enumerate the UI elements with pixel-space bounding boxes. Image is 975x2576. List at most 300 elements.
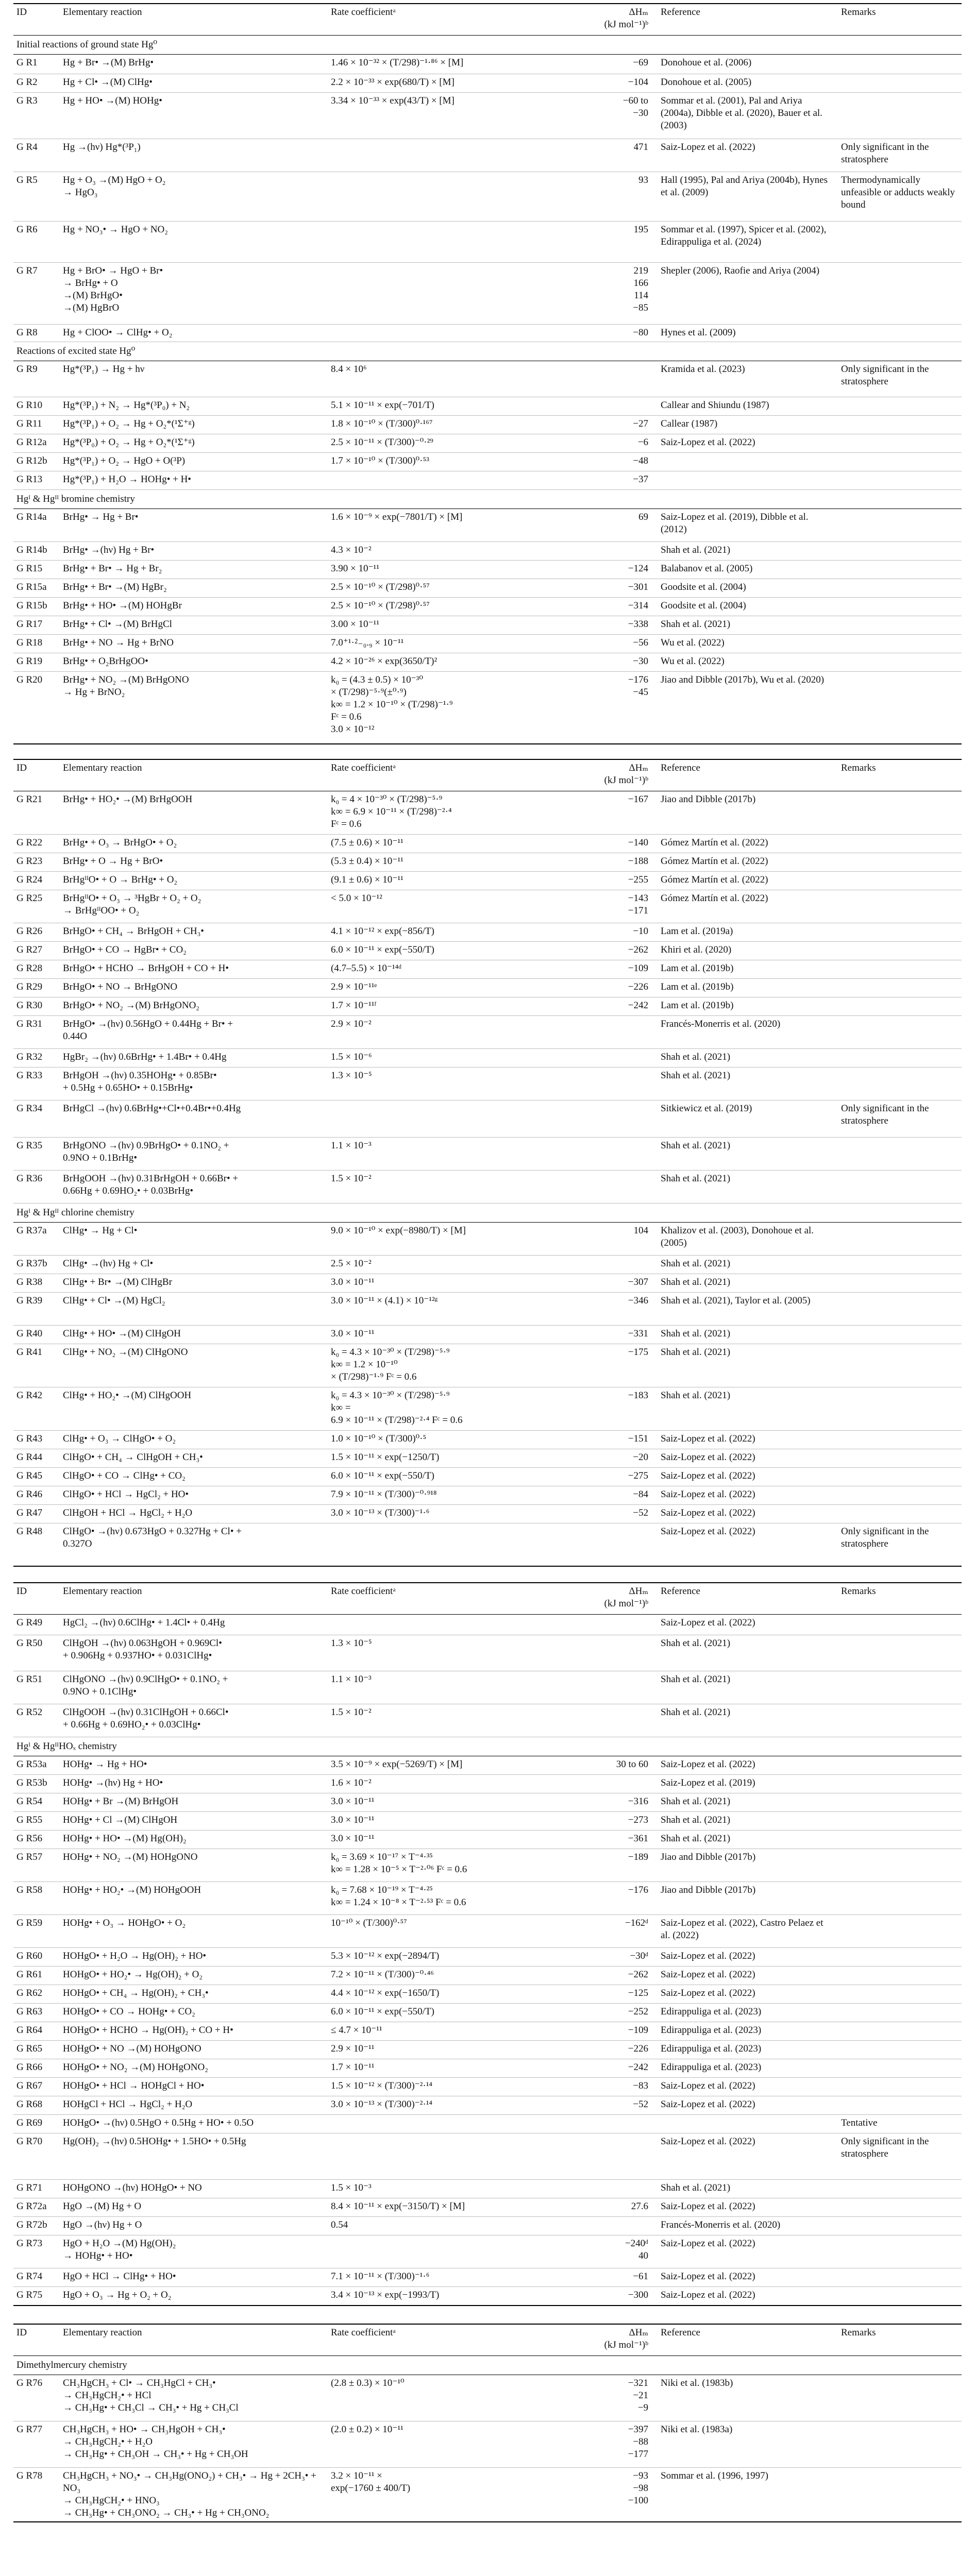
rate-coefficient (328, 1615, 601, 1635)
reaction-id: G R48 (13, 1523, 60, 1566)
reaction-row (13, 2004, 962, 2022)
header-id: ID (13, 2324, 60, 2356)
reaction-id: G R53a (13, 1756, 60, 1775)
reaction-equation: Hg + BrO• → HgO + Br• → BrHg• + O →(M) BrHgO• →(M) HgBrO (60, 263, 328, 325)
rate-coefficient: 10⁻¹⁰ × (T/300)⁰·⁵⁷ (328, 1915, 601, 1948)
reference-citation: Shah et al. (2021) (658, 1344, 838, 1387)
reaction-equation: BrHgCl →(hν) 0.6BrHg•+Cl•+0.4Br•+0.4Hg (60, 1100, 328, 1137)
rate-coefficient (328, 2115, 601, 2133)
reference-citation: Saiz-Lopez et al. (2022), Castro Pelaez et al. (2022) (658, 1915, 838, 1948)
reaction-equation: ClHg• + HO₂• →(M) ClHgOOH (60, 1387, 328, 1430)
reaction-id: G R34 (13, 1100, 60, 1137)
enthalpy-value: −69 (601, 55, 658, 74)
reaction-equation: BrHg• + NO → Hg + BrNO (60, 635, 328, 653)
reaction-id: G R70 (13, 2133, 60, 2180)
remarks-text (838, 325, 962, 342)
rate-coefficient (328, 172, 601, 222)
enthalpy-value: −176 −45 (601, 672, 658, 744)
remarks-text: Tentative (838, 2115, 962, 2133)
header-reference: Reference (658, 4, 838, 36)
enthalpy-value: −84 (601, 1486, 658, 1504)
reference-citation: Gómez Martín et al. (2022) (658, 853, 838, 871)
reaction-row (13, 542, 962, 561)
reference-citation: Niki et al. (1983b) (658, 2375, 838, 2421)
reaction-equation: ClHgO• →(hν) 0.673HgO + 0.327Hg + Cl• + 0.327O (60, 1523, 328, 1566)
remarks-text (838, 791, 962, 834)
enthalpy-value: −262 (601, 941, 658, 960)
reaction-equation: HgO + O₃ → Hg + O₂ + O₂ (60, 2287, 328, 2306)
rate-coefficient: k₀ = 7.68 × 10⁻¹⁹ × T⁻⁴·²⁵ k∞ = 1.24 × 10⁻⁸ × T⁻²·⁵³ Fᶜ = 0.6 (328, 1882, 601, 1915)
reference-citation: Saiz-Lopez et al. (2022) (658, 1615, 838, 1635)
reaction-id: G R17 (13, 616, 60, 635)
enthalpy-value (601, 1523, 658, 1566)
remarks-text (838, 1015, 962, 1048)
enthalpy-value: 195 (601, 222, 658, 263)
reaction-id: G R33 (13, 1067, 60, 1100)
reaction-equation: HOHg• + Br →(M) BrHgOH (60, 1793, 328, 1812)
table-header-row (13, 4, 962, 36)
rate-coefficient (328, 222, 601, 263)
rate-coefficient (328, 2235, 601, 2268)
reaction-row (13, 890, 962, 923)
reaction-row (13, 325, 962, 342)
reaction-equation: HgBr₂ →(hν) 0.6BrHg• + 1.4Br• + 0.4Hg (60, 1048, 328, 1067)
remarks-text (838, 1775, 962, 1793)
reference-citation: Saiz-Lopez et al. (2022) (658, 1467, 838, 1486)
reaction-row (13, 2375, 962, 2421)
remarks-text (838, 1137, 962, 1170)
reaction-row (13, 2059, 962, 2078)
reaction-id: G R39 (13, 1292, 60, 1325)
reaction-equation: BrHgO• + HCHO → BrHgOH + CO + H• (60, 960, 328, 978)
remarks-text (838, 579, 962, 598)
enthalpy-value: 93 (601, 172, 658, 222)
reference-citation: Niki et al. (1983a) (658, 2421, 838, 2467)
reference-citation: Saiz-Lopez et al. (2022) (658, 1430, 838, 1449)
reaction-equation: HOHgO• + HO₂• → Hg(OH)₂ + O₂ (60, 1967, 328, 1985)
reaction-id: G R40 (13, 1325, 60, 1344)
reaction-row (13, 1255, 962, 1274)
reaction-row (13, 997, 962, 1015)
rate-coefficient: 1.3 × 10⁻⁵ (328, 1635, 601, 1671)
reaction-row (13, 1015, 962, 1048)
reaction-row (13, 361, 962, 397)
reaction-equation: BrHgONO →(hν) 0.9BrHgO• + 0.1NO₂ + 0.9NO + 0.1BrHg• (60, 1137, 328, 1170)
rate-coefficient: k₀ = 4 × 10⁻³⁰ × (T/298)⁻⁵·⁹ k∞ = 6.9 × 10⁻¹¹ × (T/298)⁻²·⁴ Fᶜ = 0.6 (328, 791, 601, 834)
reaction-equation: HgO →(hν) Hg + O (60, 2217, 328, 2235)
remarks-text (838, 434, 962, 453)
reaction-id: G R9 (13, 361, 60, 397)
enthalpy-value: −240ᵈ 40 (601, 2235, 658, 2268)
enthalpy-value: −226 (601, 978, 658, 997)
reaction-equation: ClHgOH →(hν) 0.063HgOH + 0.969Cl• + 0.906Hg + 0.937HO• + 0.031ClHg• (60, 1635, 328, 1671)
enthalpy-value (601, 1048, 658, 1067)
reaction-table-block (13, 759, 962, 1567)
rate-coefficient: k₀ = (4.3 ± 0.5) × 10⁻³⁰ × (T/298)⁻⁵·⁹(±⁰·⁹) k∞ = 1.2 × 10⁻¹⁰ × (T/298)⁻¹·⁹ Fᶜ = 0.6 3.0 × 10⁻¹² (328, 672, 601, 744)
reaction-equation: HOHgO• + HCHO → Hg(OH)₂ + CO + H• (60, 2022, 328, 2041)
reaction-row (13, 1325, 962, 1344)
remarks-text (838, 2235, 962, 2268)
remarks-text (838, 416, 962, 434)
rate-coefficient: 3.0 × 10⁻¹¹ (328, 1793, 601, 1812)
rate-coefficient (328, 263, 601, 325)
reaction-id: G R21 (13, 791, 60, 834)
enthalpy-value: −183 (601, 1387, 658, 1430)
reaction-id: G R12b (13, 453, 60, 471)
enthalpy-value: −331 (601, 1325, 658, 1344)
table-header-row (13, 2324, 962, 2356)
remarks-text (838, 960, 962, 978)
reaction-equation: HOHgO• + HCl → HOHgCl + HO• (60, 2078, 328, 2096)
reaction-equation: BrHg• + Cl• →(M) BrHgCl (60, 616, 328, 635)
enthalpy-value: −151 (601, 1430, 658, 1449)
header-reference: Reference (658, 759, 838, 791)
reaction-id: G R75 (13, 2287, 60, 2306)
remarks-text (838, 1985, 962, 2004)
reference-citation: Shah et al. (2021) (658, 1635, 838, 1671)
reaction-id: G R28 (13, 960, 60, 978)
remarks-text (838, 2268, 962, 2287)
reference-citation: Gómez Martín et al. (2022) (658, 871, 838, 890)
remarks-text (838, 55, 962, 74)
enthalpy-value: −226 (601, 2041, 658, 2059)
reaction-row (13, 2235, 962, 2268)
reaction-id: G R44 (13, 1449, 60, 1467)
reaction-row (13, 1430, 962, 1449)
rate-coefficient: 3.2 × 10⁻¹¹ × exp(−1760 ± 400/T) (328, 2467, 601, 2522)
reaction-equation: ClHg• →(hν) Hg + Cl• (60, 1255, 328, 1274)
section-heading: Hgᴵ & Hgᴵᴵ bromine chemistry (13, 490, 962, 509)
reference-citation: Saiz-Lopez et al. (2022) (658, 1756, 838, 1775)
reaction-id: G R20 (13, 672, 60, 744)
reaction-table-block (13, 3, 962, 744)
reaction-row (13, 579, 962, 598)
rate-coefficient: 1.5 × 10⁻⁶ (328, 1048, 601, 1067)
reaction-row (13, 923, 962, 941)
reference-citation: Lam et al. (2019b) (658, 978, 838, 997)
reaction-equation: BrHg• + NO₂ →(M) BrHgONO → Hg + BrNO₂ (60, 672, 328, 744)
remarks-text (838, 1915, 962, 1948)
enthalpy-value (601, 1137, 658, 1170)
reference-citation: Sommar et al. (2001), Pal and Ariya (2004a), Dibble et al. (2020), Bauer et al. (2003) (658, 93, 838, 139)
remarks-text (838, 453, 962, 471)
rate-coefficient: 2.5 × 10⁻¹⁰ × (T/298)⁰·⁵⁷ (328, 598, 601, 616)
reaction-id: G R54 (13, 1793, 60, 1812)
remarks-text (838, 2059, 962, 2078)
remarks-text (838, 1704, 962, 1737)
section-heading-row (13, 36, 962, 55)
reaction-row (13, 941, 962, 960)
reaction-id: G R25 (13, 890, 60, 923)
reference-citation: Hall (1995), Pal and Ariya (2004b), Hynes et al. (2009) (658, 172, 838, 222)
reaction-row (13, 2041, 962, 2059)
reaction-row (13, 561, 962, 579)
reference-citation: Shah et al. (2021) (658, 1048, 838, 1067)
reaction-id: G R59 (13, 1915, 60, 1948)
reaction-equation: Hg*(³P₁) → Hg + hν (60, 361, 328, 397)
enthalpy-value (601, 1635, 658, 1671)
remarks-text (838, 890, 962, 923)
header-remarks: Remarks (838, 759, 962, 791)
reference-citation: Lam et al. (2019b) (658, 997, 838, 1015)
header-remarks: Remarks (838, 2324, 962, 2356)
reaction-id: G R72a (13, 2198, 60, 2217)
reference-citation: Edirappuliga et al. (2023) (658, 2059, 838, 2078)
reaction-table-block (13, 2324, 962, 2522)
reaction-equation: Hg*(³P₁) + O₂ → HgO + O(³P) (60, 453, 328, 471)
header-rate: Rate coefficientᵃ (328, 2324, 601, 2356)
reaction-row (13, 1504, 962, 1523)
rate-coefficient: 1.5 × 10⁻³ (328, 2180, 601, 2198)
reaction-equation: CH₃HgCH₃ + NO₃• → CH₃Hg(ONO₂) + CH₃• → Hg + 2CH₃• + NO₃ → CH₃HgCH₂• + HNO₃ → CH₃Hg• + CH₃ONO₂ → CH₃• + Hg + CH₃ONO₂ (60, 2467, 328, 2522)
reaction-row (13, 598, 962, 616)
reaction-row (13, 1812, 962, 1831)
reference-citation: Shah et al. (2021) (658, 542, 838, 561)
reaction-row (13, 1486, 962, 1504)
remarks-text (838, 1756, 962, 1775)
reaction-id: G R55 (13, 1812, 60, 1831)
reaction-id: G R43 (13, 1430, 60, 1449)
reaction-equation: BrHgOOH →(hν) 0.31BrHgOH + 0.66Br• + 0.66Hg + 0.69HO₂• + 0.03BrHg• (60, 1170, 328, 1203)
reaction-equation: HgO + H₂O →(M) Hg(OH)₂ → HOHg• + HO• (60, 2235, 328, 2268)
section-heading-row (13, 342, 962, 361)
header-remarks: Remarks (838, 1583, 962, 1615)
rate-coefficient: 3.0 × 10⁻¹¹ (328, 1831, 601, 1849)
rate-coefficient: 1.1 × 10⁻³ (328, 1671, 601, 1704)
rate-coefficient: (9.1 ± 0.6) × 10⁻¹¹ (328, 871, 601, 890)
reaction-id: G R60 (13, 1948, 60, 1967)
reaction-id: G R13 (13, 471, 60, 490)
header-rate: Rate coefficientᵃ (328, 759, 601, 791)
remarks-text (838, 1067, 962, 1100)
enthalpy-value: −252 (601, 2004, 658, 2022)
reaction-row (13, 74, 962, 93)
rate-coefficient (328, 2133, 601, 2180)
rate-coefficient: 1.7 × 10⁻¹¹ (328, 2059, 601, 2078)
enthalpy-value (601, 361, 658, 397)
reaction-row (13, 2287, 962, 2306)
reaction-row (13, 871, 962, 890)
reaction-row (13, 1704, 962, 1737)
remarks-text (838, 1430, 962, 1449)
reaction-row (13, 1756, 962, 1775)
remarks-text (838, 542, 962, 561)
reaction-equation: Hg + ClOO• → ClHg• + O₂ (60, 325, 328, 342)
rate-coefficient: 8.4 × 10⁶ (328, 361, 601, 397)
reaction-equation: BrHgᴵᴵO• + O → BrHg• + O₂ (60, 871, 328, 890)
reference-citation: Lam et al. (2019a) (658, 923, 838, 941)
enthalpy-value: −314 (601, 598, 658, 616)
reaction-equation: HgO + HCl → ClHg• + HO• (60, 2268, 328, 2287)
reaction-equation: BrHgO• + CH₄ → BrHgOH + CH₃• (60, 923, 328, 941)
header-remarks: Remarks (838, 4, 962, 36)
remarks-text (838, 1222, 962, 1255)
reaction-row (13, 1292, 962, 1325)
reaction-equation: BrHgᴵᴵO• + O₃ → ³HgBr + O₂ + O₂ → BrHgᴵᴵOO• + O₂ (60, 890, 328, 923)
reference-citation: Gómez Martín et al. (2022) (658, 834, 838, 853)
rate-coefficient: 1.7 × 10⁻¹¹ᶠ (328, 997, 601, 1015)
reaction-equation: ClHg• → Hg + Cl• (60, 1222, 328, 1255)
reaction-row (13, 2115, 962, 2133)
header-rate: Rate coefficientᵃ (328, 4, 601, 36)
reference-citation: Shah et al. (2021) (658, 1387, 838, 1430)
reaction-equation: BrHg• + Br• → Hg + Br₂ (60, 561, 328, 579)
rate-coefficient (328, 471, 601, 490)
reaction-id: G R51 (13, 1671, 60, 1704)
reaction-equation: Hg*(³P₁) + N₂ → Hg*(³P₀) + N₂ (60, 397, 328, 416)
reaction-equation: HOHg• + HO• →(M) Hg(OH)₂ (60, 1831, 328, 1849)
reference-citation (658, 471, 838, 490)
reference-citation: Khalizov et al. (2003), Donohoue et al. (2005) (658, 1222, 838, 1255)
rate-coefficient: 5.1 × 10⁻¹¹ × exp(−701/T) (328, 397, 601, 416)
reaction-row (13, 616, 962, 635)
remarks-text (838, 1812, 962, 1831)
reference-citation: Shah et al. (2021) (658, 1255, 838, 1274)
enthalpy-value (601, 2115, 658, 2133)
enthalpy-value (601, 2180, 658, 2198)
reaction-equation: HOHg• + NO₂ →(M) HOHgONO (60, 1849, 328, 1882)
enthalpy-value (601, 1704, 658, 1737)
reaction-id: G R58 (13, 1882, 60, 1915)
reaction-row (13, 1100, 962, 1137)
enthalpy-value (601, 542, 658, 561)
remarks-text (838, 616, 962, 635)
rate-coefficient: 2.5 × 10⁻¹¹ × (T/300)⁻⁰·²⁹ (328, 434, 601, 453)
reaction-id: G R66 (13, 2059, 60, 2078)
reaction-id: G R41 (13, 1344, 60, 1387)
reference-citation: Wu et al. (2022) (658, 653, 838, 672)
remarks-text (838, 93, 962, 139)
rate-coefficient: (7.5 ± 0.6) × 10⁻¹¹ (328, 834, 601, 853)
reaction-equation: HOHgO• + H₂O → Hg(OH)₂ + HO• (60, 1948, 328, 1967)
reaction-id: G R72b (13, 2217, 60, 2235)
remarks-text (838, 2078, 962, 2096)
rate-coefficient: 1.6 × 10⁻² (328, 1775, 601, 1793)
header-reference: Reference (658, 1583, 838, 1615)
reference-citation: Shah et al. (2021) (658, 1067, 838, 1100)
reaction-row (13, 1615, 962, 1635)
enthalpy-value: 219 166 114 −85 (601, 263, 658, 325)
reaction-equation: BrHg• + O₃ → BrHgO• + O₂ (60, 834, 328, 853)
rate-coefficient: 3.5 × 10⁻⁹ × exp(−5269/T) × [M] (328, 1756, 601, 1775)
reference-citation: Wu et al. (2022) (658, 635, 838, 653)
reaction-equation: BrHg• →(hν) Hg + Br• (60, 542, 328, 561)
remarks-text (838, 672, 962, 744)
remarks-text (838, 2041, 962, 2059)
rate-coefficient: (4.7–5.5) × 10⁻¹⁴ᵈ (328, 960, 601, 978)
enthalpy-value: −83 (601, 2078, 658, 2096)
reaction-id: G R36 (13, 1170, 60, 1203)
enthalpy-value: −6 (601, 434, 658, 453)
reference-citation: Francés-Monerris et al. (2020) (658, 2217, 838, 2235)
reaction-row (13, 1222, 962, 1255)
remarks-text (838, 1615, 962, 1635)
reference-citation: Edirappuliga et al. (2023) (658, 2041, 838, 2059)
reaction-equation: ClHg• + NO₂ →(M) ClHgONO (60, 1344, 328, 1387)
reaction-row (13, 2180, 962, 2198)
rate-coefficient: 4.3 × 10⁻² (328, 542, 601, 561)
reference-citation: Balabanov et al. (2005) (658, 561, 838, 579)
remarks-text (838, 1344, 962, 1387)
remarks-text (838, 997, 962, 1015)
reference-citation: Saiz-Lopez et al. (2022) (658, 2235, 838, 2268)
remarks-text (838, 74, 962, 93)
enthalpy-value: −275 (601, 1467, 658, 1486)
remarks-text (838, 923, 962, 941)
reaction-id: G R49 (13, 1615, 60, 1635)
reaction-row (13, 453, 962, 471)
remarks-text (838, 635, 962, 653)
enthalpy-value: −60 to −30 (601, 93, 658, 139)
reaction-id: G R35 (13, 1137, 60, 1170)
section-heading-row (13, 1737, 962, 1756)
header-rate: Rate coefficientᵃ (328, 1583, 601, 1615)
reference-citation: Shah et al. (2021) (658, 1671, 838, 1704)
reference-citation: Shah et al. (2021), Taylor et al. (2005) (658, 1292, 838, 1325)
rate-coefficient: 3.0 × 10⁻¹³ × (T/300)⁻²·¹⁴ (328, 2096, 601, 2115)
reference-citation: Shah et al. (2021) (658, 1274, 838, 1292)
remarks-text (838, 1849, 962, 1882)
enthalpy-value: −301 (601, 579, 658, 598)
reaction-row (13, 397, 962, 416)
enthalpy-value: −300 (601, 2287, 658, 2306)
enthalpy-value: −397 −88 −177 (601, 2421, 658, 2467)
reaction-row (13, 834, 962, 853)
reaction-row (13, 2421, 962, 2467)
reaction-equation: HOHgO• + NO →(M) HOHgONO (60, 2041, 328, 2059)
reaction-id: G R78 (13, 2467, 60, 2522)
rate-coefficient: 7.9 × 10⁻¹¹ × (T/300)⁻⁰·⁹¹⁸ (328, 1486, 601, 1504)
rate-coefficient: 3.00 × 10⁻¹¹ (328, 616, 601, 635)
section-heading: Hgᴵ & HgᴵᴵHOₓ chemistry (13, 1737, 962, 1756)
remarks-text (838, 2096, 962, 2115)
rate-coefficient: < 5.0 × 10⁻¹² (328, 890, 601, 923)
enthalpy-value: −307 (601, 1274, 658, 1292)
enthalpy-value: 27.6 (601, 2198, 658, 2217)
reference-citation: Sommar et al. (1996, 1997) (658, 2467, 838, 2522)
rate-coefficient: 7.2 × 10⁻¹¹ × (T/300)⁻⁰·⁴⁶ (328, 1967, 601, 1985)
header-reaction: Elementary reaction (60, 1583, 328, 1615)
remarks-text (838, 1504, 962, 1523)
reaction-equation: CH₃HgCH₃ + Cl• → CH₃HgCl + CH₃• → CH₃HgCH₂• + HCl → CH₃Hg• + CH₃Cl → CH₃• + Hg + CH₃Cl (60, 2375, 328, 2421)
reaction-id: G R29 (13, 978, 60, 997)
reaction-id: G R37b (13, 1255, 60, 1274)
rate-coefficient: 5.3 × 10⁻¹² × exp(−2894/T) (328, 1948, 601, 1967)
remarks-text (838, 653, 962, 672)
reference-citation: Saiz-Lopez et al. (2022) (658, 1967, 838, 1985)
enthalpy-value (601, 1671, 658, 1704)
rate-coefficient (328, 139, 601, 172)
enthalpy-value: −188 (601, 853, 658, 871)
reaction-id: G R15b (13, 598, 60, 616)
reaction-equation: HOHgONO →(hν) HOHgO• + NO (60, 2180, 328, 2198)
rate-coefficient: 6.0 × 10⁻¹¹ × exp(−550/T) (328, 2004, 601, 2022)
reaction-row (13, 1831, 962, 1849)
reaction-id: G R76 (13, 2375, 60, 2421)
block-gap (0, 1567, 975, 1582)
reaction-row (13, 2078, 962, 2096)
remarks-text (838, 1325, 962, 1344)
reaction-equation: ClHgO• + CO → ClHg• + CO₂ (60, 1467, 328, 1486)
reference-citation: Shepler (2006), Raofie and Ariya (2004) (658, 263, 838, 325)
rate-coefficient: 1.5 × 10⁻² (328, 1170, 601, 1203)
enthalpy-value: −37 (601, 471, 658, 490)
reaction-equation: CH₃HgCH₃ + HO• → CH₃HgOH + CH₃• → CH₃HgCH₂• + H₂O → CH₃Hg• + CH₃OH → CH₃• + Hg + CH₃OH (60, 2421, 328, 2467)
reaction-equation: HOHgO• + CH₄ → Hg(OH)₂ + CH₃• (60, 1985, 328, 2004)
reaction-table-block (13, 1582, 962, 2306)
remarks-text (838, 1274, 962, 1292)
remarks-text (838, 1387, 962, 1430)
